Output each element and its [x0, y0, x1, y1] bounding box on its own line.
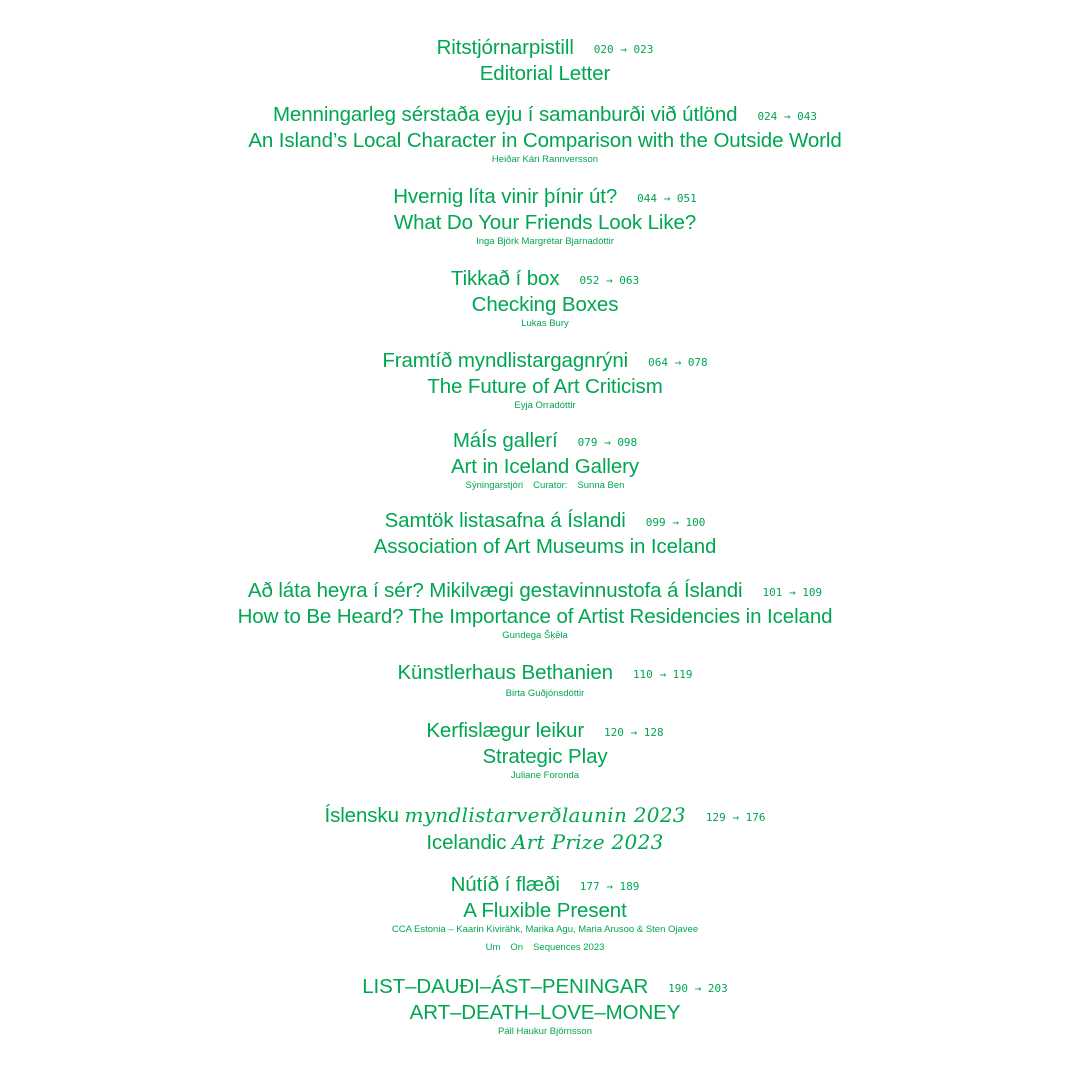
curator-label-english: Curator:	[533, 480, 568, 491]
curator-name: Sunna Ben	[577, 480, 625, 491]
entry-title-icelandic	[0, 349, 1080, 375]
entry-author: Lukas Bury	[521, 318, 569, 329]
entry-title-icelandic	[0, 719, 1080, 745]
page-range: 052 → 063	[579, 274, 640, 287]
toc-entry	[0, 719, 1080, 783]
entry-title-icelandic	[0, 509, 1080, 535]
toc-entry	[0, 349, 1080, 413]
on-label-icelandic: Um	[485, 942, 501, 953]
entry-title-english: Association of Art Museums in Iceland	[373, 535, 717, 558]
title-text: Hvernig líta vinir þínir út?	[393, 185, 618, 208]
title-text-italic: Art Prize 2023	[511, 830, 664, 854]
entry-author: Gundega Šķēla	[502, 630, 568, 641]
page-range: 120 → 128	[604, 726, 664, 739]
entry-title-english: ART–DEATH–LOVE–MONEY	[409, 1001, 681, 1024]
entry-title-icelandic	[0, 267, 1080, 293]
entry-title-icelandic	[0, 36, 1080, 62]
entry-title-english: Checking Boxes	[471, 293, 619, 316]
title-text: Nútíð í flæði	[450, 873, 560, 896]
title-text: Menningarleg sérstaða eyju í samanburði við útlönd	[272, 103, 738, 126]
page-range: 177 → 189	[579, 880, 640, 893]
entry-title-english: An Island’s Local Character in Comparison with the Outside World	[248, 129, 842, 152]
title-text: Samtök listasafna á Íslandi	[384, 509, 626, 532]
entry-author: Páll Haukur Björnsson	[498, 1026, 592, 1037]
page-range: 064 → 078	[648, 356, 708, 369]
entry-title-icelandic	[0, 579, 1080, 605]
title-text: Framtíð myndlistargagnrýni	[382, 349, 629, 372]
title-text: LIST–DAUÐI–ÁST–PENINGAR	[362, 975, 649, 998]
toc-entry	[0, 429, 1080, 493]
table-of-contents	[0, 36, 1080, 1039]
title-text: Kerfislægur leikur	[426, 719, 585, 742]
toc-entry	[0, 873, 1080, 955]
page-range: 190 → 203	[668, 982, 728, 995]
entry-author: Eyja Orradóttir	[514, 400, 576, 411]
toc-entry	[0, 975, 1080, 1039]
entry-author: CCA Estonia – Kaarin Kivirähk, Marika Agu, Maria Arusoo & Sten Ojavee	[391, 924, 699, 935]
toc-entry	[0, 803, 1080, 855]
entry-author: Heiðar Kári Rannversson	[491, 154, 599, 165]
entry-title-english: Art in Iceland Gallery	[450, 455, 640, 478]
entry-author: Birta Guðjónsdóttir	[505, 688, 585, 699]
entry-title-english	[0, 830, 1080, 855]
entry-title-english: The Future of Art Criticism	[427, 375, 663, 398]
entry-title-english: A Fluxible Present	[463, 899, 627, 922]
title-text: Icelandic	[426, 831, 507, 854]
entry-title-icelandic	[0, 661, 1080, 687]
toc-entry	[0, 103, 1080, 167]
page-range: 024 → 043	[757, 110, 818, 123]
entry-title-english: Editorial Letter	[479, 62, 611, 85]
entry-title-icelandic	[0, 103, 1080, 129]
page-range: 079 → 098	[577, 436, 638, 449]
page-range: 101 → 109	[762, 586, 823, 599]
entry-title-english: What Do Your Friends Look Like?	[393, 211, 697, 234]
toc-entry	[0, 185, 1080, 249]
entry-author: Inga Björk Margrétar Bjarnadóttir	[476, 236, 614, 247]
toc-entry	[0, 509, 1080, 559]
entry-title-icelandic	[0, 873, 1080, 899]
title-text: MáÍs gallerí	[452, 429, 558, 452]
page-range: 099 → 100	[645, 516, 706, 529]
title-text: Að láta heyra í sér? Mikilvægi gestavinnustofa á Íslandi	[247, 579, 743, 602]
subject-name: Sequences 2023	[533, 942, 605, 953]
entry-title-icelandic	[0, 429, 1080, 455]
page-range: 110 → 119	[632, 668, 693, 681]
title-text: Künstlerhaus Bethanien	[397, 661, 613, 684]
toc-entry	[0, 661, 1080, 701]
entry-subcredit	[0, 941, 1080, 955]
title-text: Tikkað í box	[450, 267, 560, 290]
entry-title-icelandic	[0, 975, 1080, 1001]
toc-entry	[0, 579, 1080, 643]
entry-author: Juliane Foronda	[510, 770, 580, 781]
entry-author	[0, 479, 1080, 493]
toc-entry	[0, 267, 1080, 331]
entry-title-english: Strategic Play	[482, 745, 608, 768]
entry-title-icelandic	[0, 185, 1080, 211]
title-text: Íslensku	[324, 804, 399, 827]
page-range: 044 → 051	[637, 192, 697, 205]
toc-entry	[0, 36, 1080, 86]
curator-label-icelandic: Sýningarstjóri	[465, 480, 524, 491]
page-range: 020 → 023	[593, 43, 654, 56]
title-text: Ritstjórnarpistill	[436, 36, 574, 59]
on-label-english: On	[510, 942, 524, 953]
entry-title-icelandic	[0, 803, 1080, 830]
entry-title-english: How to Be Heard? The Importance of Artist Residencies in Iceland	[237, 605, 833, 628]
page-range: 129 → 176	[705, 811, 766, 824]
title-text-italic: myndlistarverðlaunin 2023	[404, 803, 686, 827]
